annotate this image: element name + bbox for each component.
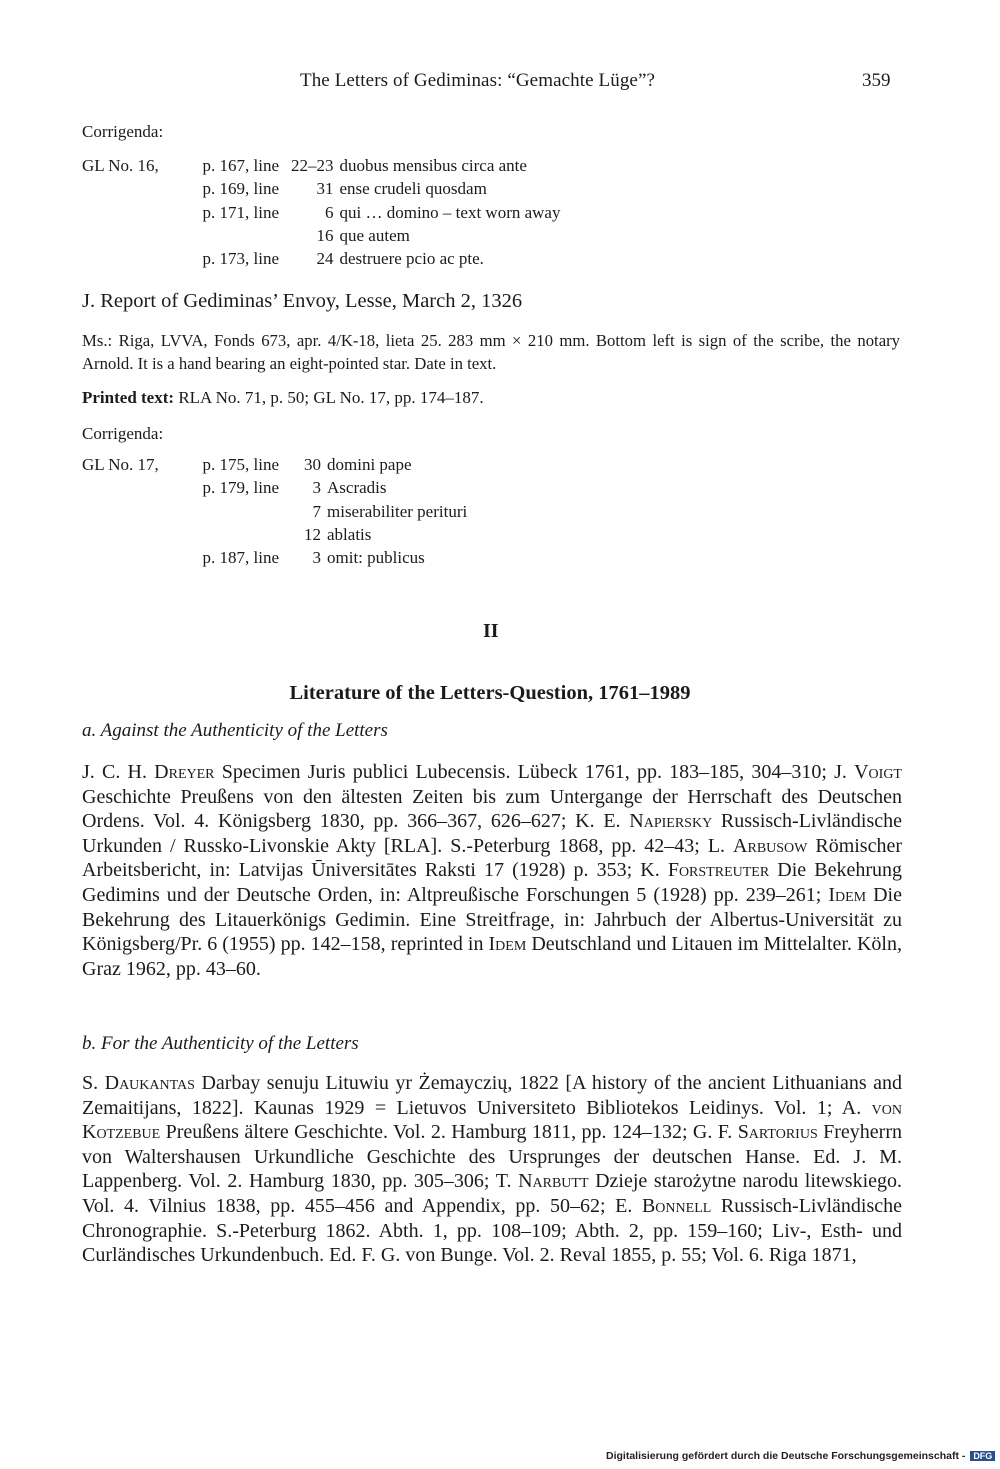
ms-description: Riga, LVVA, Fonds 673, apr. 4/K-18, lieta 25. 283 mm × 210 mm. Bottom left is sign of the scribe, the notary Arnold. It is a hand bearing an eight-pointed star. Date in text. [82,331,900,373]
corrigenda-row [82,156,560,179]
corrigenda-line: 22–23 [291,156,334,175]
corrigenda-page: p. 173, line [202,249,279,269]
text-run: Dzieje starożytne narodu litewskiego. Vol. 4. Vilnius 1838, pp. 455–456 and Appendix, pp. 50–62; E. [82,1170,903,1217]
corrigenda-text: qui … domino – text worn away [339,202,561,222]
corrigenda-table [82,156,560,272]
corrigenda-text: miserabiliter perituri [327,501,468,521]
text-run: Russisch-Livländische Urkunden / Russko-Livonskie Akty [RLA]. S.-Peterburg 1868, pp. 42–43; L. [82,810,902,857]
author-name: Dreyer [154,761,215,783]
corrigenda-page: p. 171, line [202,202,279,222]
text-run: Die Bekehrung Gedimins und der Deutsche Orden, in: Altpreußische Forschungen 5 (1928) pp. 239–261; [82,859,903,906]
corrigenda-line: 6 [325,202,334,222]
author-name: Forstreuter [667,859,770,882]
author-name: von Kotzebue [82,1096,902,1144]
author-name: Napiersky [629,810,713,833]
dfg-logo: DFG [970,1451,995,1461]
corrigenda-text: omit: publicus [327,548,425,568]
literature-heading: Literature of the Letters-Question, 1761–1989 [289,682,691,704]
author-name: Daukantas [104,1072,195,1094]
corrigenda-ref [82,179,176,202]
corrigenda-text: ense crudeli quosdam [339,179,487,199]
corrigenda-line: 7 [312,501,321,521]
corrigenda-ref [82,502,176,525]
corrigenda-label: Corrigenda: [82,122,164,141]
text-run: Preußens ältere Geschichte. Vol. 2. Hamburg 1811, pp. 124–132; G. F. [160,1121,738,1144]
corrigenda-page: p. 179, line [202,478,279,498]
printed-refs: RLA No. 71, p. 50; GL No. 17, pp. 174–187. [178,388,484,407]
corrigenda-page [176,525,291,548]
text-run: Geschichte Preußens von den ältesten Zeiten bis zum Untergange der Herrschaft des Deutschen Ordens. Vol. 4. Königsberg 1830, pp. 366–367, 626–627; K. E. [82,785,902,833]
text-run: J. C. H. [82,761,155,783]
corrigenda-row [82,478,467,501]
text-run: Freyherrn von Waltershausen Urkundliche Geschichte des Ursprunges der deutschen Hanse. Ed. J. M. Lappenberg. Vol. 2. Hamburg 1830, pp. 305–306; T. [82,1121,902,1193]
corrigenda-ref [82,525,176,548]
text-run: Darbay senuju Lituwiu yr Żemayczių, 1822 [A history of the ancient Lithuanians and Zemaitijans, 1822]. Kaunas 1929 = Lietuvos Universiteto Bibliotekos Leidinys. Vol. 1; A. [82,1072,902,1119]
page-number: 359 [862,70,891,91]
manuscript-note [82,329,900,375]
author-name: Arbusow [733,834,808,857]
subhead-for: b. For the Authenticity of the Letters [82,1033,359,1054]
corrigenda-page: p. 187, line [202,548,279,568]
text-run: Deutschland und Litauen im Mittelalter. Köln, Graz 1962, pp. 43–60. [82,933,902,980]
bibliography-against [82,760,902,981]
author-name: Sartorius [737,1121,818,1144]
printed-text-note [82,388,484,408]
footer-text: Digitalisierung gefördert durch die Deutsche Forschungsgemeinschaft - [606,1450,966,1462]
corrigenda-row [82,548,467,571]
text-run: Russisch-Livländische Chronographie. S.-Peterburg 1862. Abth. 1, pp. 108–109; Abth. 2, pp. 159–160; Liv-, Esth- und Curländisches Urkundenbuch. Ed. F. G. von Bunge. Vol. 2. Reval 1855, p. 55; Vol. 6. Riga 1871, [82,1194,902,1267]
corrigenda-row [82,226,560,249]
corrigenda-page: p. 167, line [202,156,279,175]
corrigenda-line: 3 [312,478,321,498]
corrigenda-line: 24 [316,249,334,269]
corrigenda-text: que autem [339,225,410,245]
corrigenda-row [82,455,467,478]
corrigenda-text: domini pape [327,455,412,474]
corrigenda-row [82,249,560,272]
corrigenda-line: 3 [312,548,321,568]
author-name: Idem [488,933,527,956]
ms-label: Ms.: [82,331,113,350]
corrigenda-row [82,525,467,548]
corrigenda-ref [82,249,176,272]
subhead-against: a. Against the Authenticity of the Letters [82,720,388,741]
corrigenda-line: 16 [316,225,334,245]
printed-label: Printed text: [82,388,175,407]
corrigenda-page: p. 169, line [202,179,279,199]
corrigenda-ref: GL No. 16, [82,156,159,175]
corrigenda-ref [82,478,176,501]
corrigenda-ref: GL No. 17, [82,455,159,474]
corrigenda-text: Ascradis [327,478,387,498]
text-run: Specimen Juris publici Lubecensis. Lübeck 1761, pp. 183–185, 304–310; J. [214,761,855,783]
corrigenda-row [82,179,560,202]
author-name: Narbutt [518,1170,589,1193]
text-run: S. [82,1072,105,1094]
text-run: Römischer Arbeitsbericht, in: Latvijas Ūniversitātes Raksti 17 (1928) p. 353; K. [82,834,903,882]
corrigenda-ref [82,203,176,226]
corrigenda-page: p. 175, line [202,455,279,474]
author-name: Bonnell [641,1194,712,1217]
digitization-footer [606,1450,995,1462]
corrigenda-row [82,203,560,226]
running-head: The Letters of Gediminas: “Gemachte Lüge”? [300,70,656,91]
corrigenda-line: 30 [304,455,321,474]
corrigenda-text: ablatis [327,524,372,544]
section-heading-j: J. Report of Gediminas’ Envoy, Lesse, March 2, 1326 [82,290,523,312]
corrigenda-label: Corrigenda: [82,424,164,443]
corrigenda-line: 31 [316,179,334,199]
corrigenda-table [82,455,467,571]
author-name: Idem [828,883,867,906]
corrigenda-text: duobus mensibus circa ante [339,156,527,175]
corrigenda-line: 12 [304,524,321,544]
corrigenda-ref [82,226,176,249]
corrigenda-ref [82,548,176,571]
text-run: Die Bekehrung des Litauerkönigs Gedimin. Eine Streitfrage, in: Jahrbuch der Albertus-Universität zu Königsberg/Pr. 6 (1955) pp. 142–158, reprinted in [82,883,902,956]
author-name: Voigt [854,761,902,783]
corrigenda-page [176,226,291,249]
corrigenda-page [176,502,291,525]
bibliography-for [82,1071,902,1268]
part-numeral: II [483,620,499,642]
corrigenda-row [82,502,467,525]
corrigenda-text: destruere pcio ac pte. [339,249,484,269]
